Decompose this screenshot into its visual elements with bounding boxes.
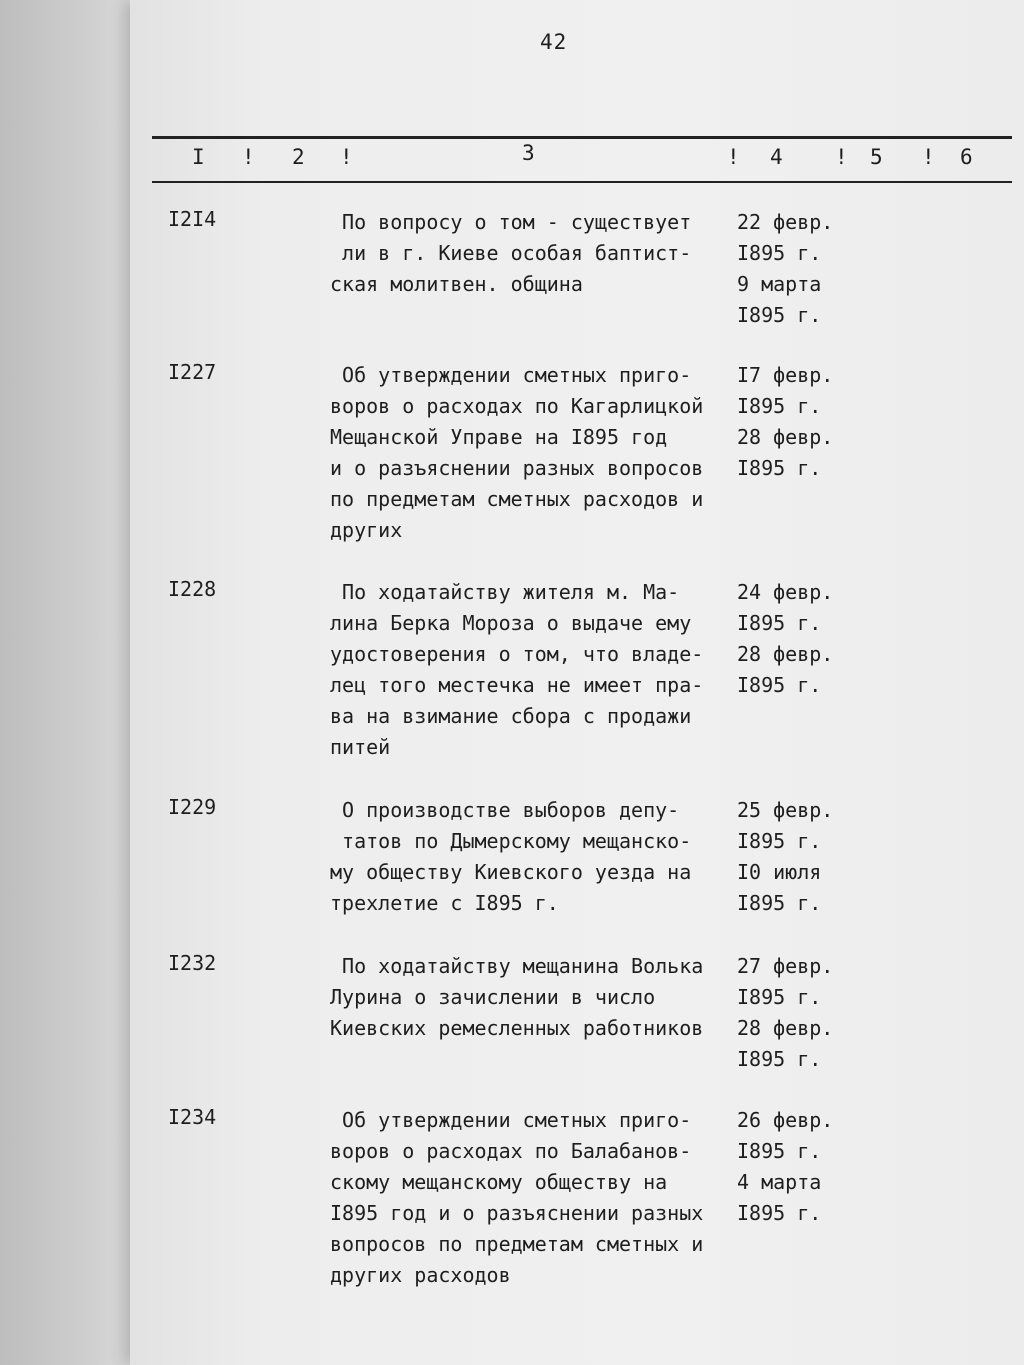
entry-subject: По вопросу о том - существует ли в г. Киеве особая баптист- ская молитвен. община [330,210,692,296]
page-number: 42 [540,30,568,54]
entry-dates: 24 февр. I895 г. 28 февр. I895 г. [737,580,834,697]
col-separator: ! [242,145,255,169]
entry-dates: 27 февр. I895 г. 28 февр. I895 г. [737,954,834,1071]
entry-subject: Об утверждении сметных приго- воров о расходах по Кагарлицкой Мещанской Управе на I895 год и о разъяснении разных вопросов по предметам сметных расходов и других [330,363,704,542]
entry-dates: 22 февр. I895 г. 9 марта I895 г. [737,210,834,327]
entry-number: I232 [168,951,217,975]
entry-subject: По ходатайству жителя м. Ма- лина Берка Мороза о выдаче ему удостоверения о том, что владе- лец того местечка не имеет пра- ва на взимание сбора с продажи питей [330,580,704,759]
entry-number: I2I4 [168,207,217,231]
col-separator: ! [340,145,353,169]
entry-dates: I7 февр. I895 г. 28 февр. I895 г. [737,363,834,480]
entry-subject: О производстве выборов депу- татов по Дымерскому мещанско- му обществу Киевского уезда на трехлетие с I895 г. [330,798,692,915]
col-separator: ! [922,145,935,169]
col-separator: ! [835,145,848,169]
col-header-4: 4 [770,145,783,169]
col-header-6: 6 [960,145,973,169]
col-header-1: I [192,145,205,169]
table-header-rule [152,181,1012,183]
col-header-3: 3 [522,141,535,165]
entry-number: I229 [168,795,217,819]
entry-subject: Об утверждении сметных приго- воров о расходах по Балабанов- скому мещанскому обществу на I895 год и о разъяснении разных вопросов по предметам сметных и других расходов [330,1108,704,1287]
col-header-5: 5 [870,145,883,169]
entry-dates: 25 февр. I895 г. I0 июля I895 г. [737,798,834,915]
column-headers [152,141,1012,175]
book-binding-shadow [0,0,150,1365]
col-separator: ! [727,145,740,169]
entry-subject: По ходатайству мещанина Волька Лурина о зачислении в число Киевских ремесленных работников [330,954,704,1040]
entry-number: I227 [168,360,217,384]
entry-dates: 26 февр. I895 г. 4 марта I895 г. [737,1108,834,1225]
col-header-2: 2 [292,145,305,169]
table-top-rule [152,136,1012,139]
entry-number: I228 [168,577,217,601]
entry-number: I234 [168,1105,217,1129]
